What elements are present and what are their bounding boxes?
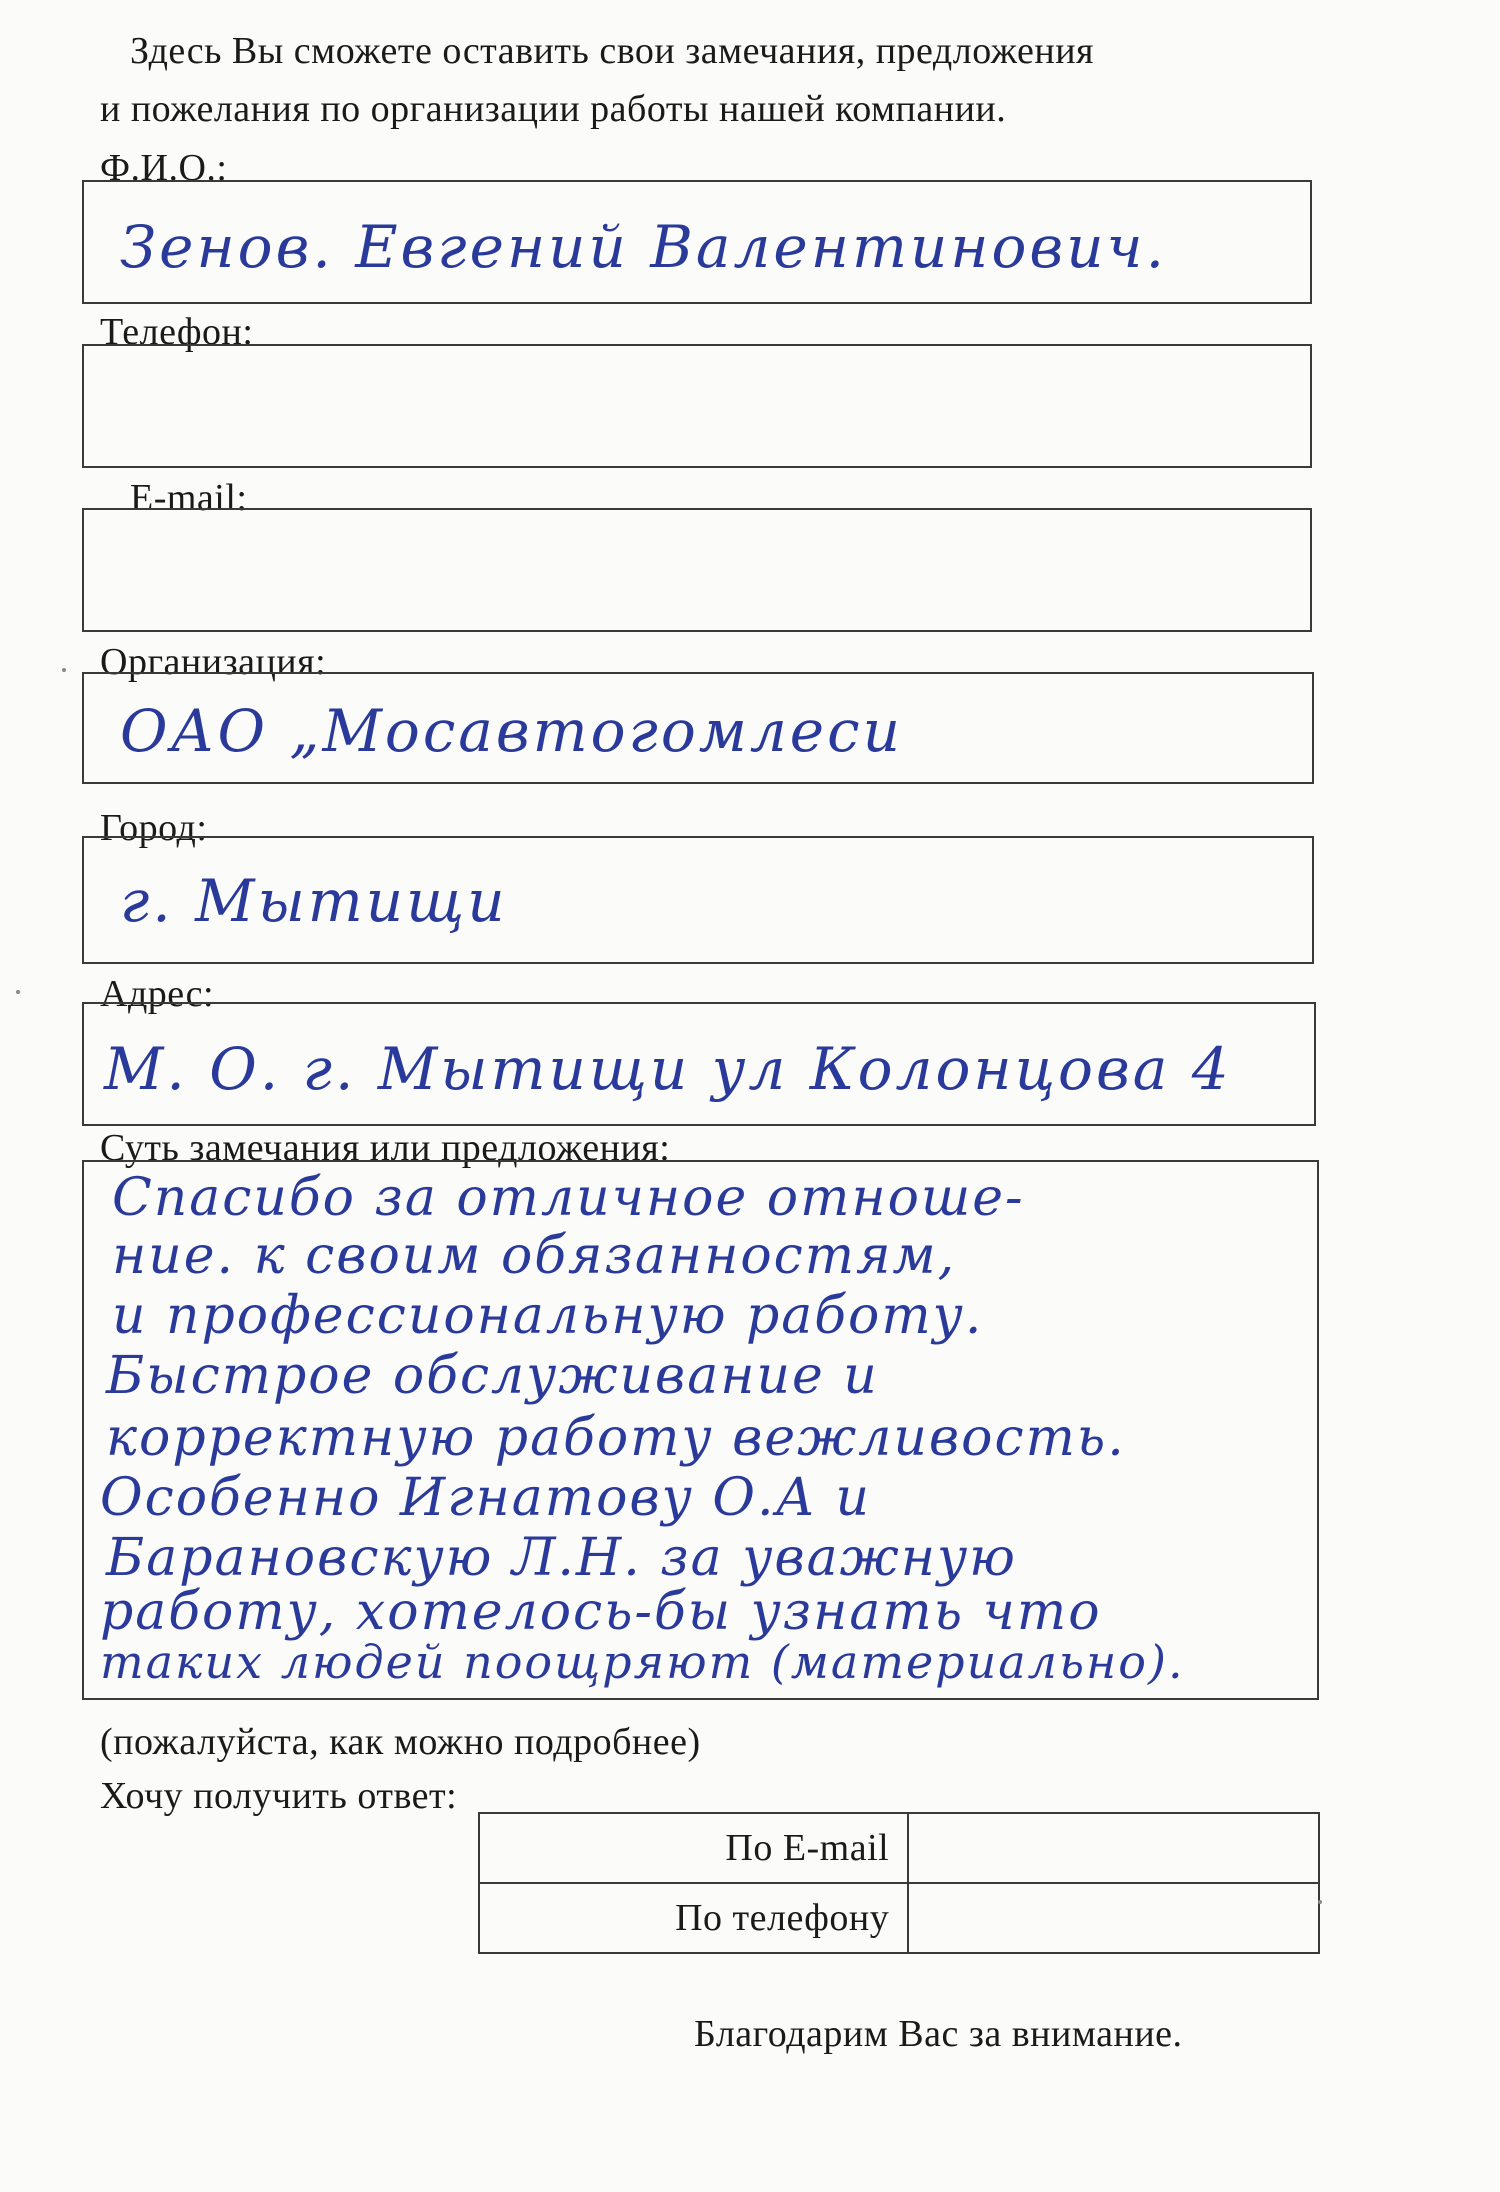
organization-label: Организация:: [100, 641, 327, 683]
intro-text: [100, 22, 1350, 138]
fio-value: Зенов. Евгений Валентинович.: [120, 213, 1168, 281]
address-label: Адрес:: [100, 973, 215, 1015]
thanks-text: Благодарим Вас за внимание.: [694, 2013, 1183, 2055]
comment-line: корректную работу вежливость.: [106, 1408, 1126, 1468]
city-value: г. Мытищи: [120, 867, 508, 935]
comment-line: Барановскую Л.Н. за уважную: [106, 1528, 1017, 1588]
phone-field[interactable]: [82, 344, 1312, 468]
city-label: Город:: [100, 807, 208, 849]
phone-label: Телефон:: [100, 311, 254, 353]
fio-field[interactable]: [82, 180, 1312, 304]
organization-value: ОАО „Мосавтогомлеси: [120, 697, 903, 765]
comment-line: работу, хотелось-бы узнать что: [100, 1582, 1102, 1642]
address-value: М. О. г. Мытищи ул Колонцова 4: [104, 1035, 1232, 1103]
comment-hint: (пожалуйста, как можно подробнее): [100, 1721, 701, 1763]
comment-line: Особенно Игнатову О.А и: [100, 1468, 871, 1528]
comment-line: Спасибо за отличное отноше-: [112, 1168, 1025, 1228]
reply-options-table: [478, 1812, 1320, 1954]
comment-line: и профессиональную работу.: [112, 1286, 984, 1346]
reply-option-email: [479, 1813, 1319, 1883]
comment-field[interactable]: [82, 1160, 1319, 1700]
address-field[interactable]: [82, 1002, 1316, 1126]
comment-line: ние. к своим обязанностям,: [112, 1226, 957, 1286]
fio-label: Ф.И.О.:: [100, 147, 228, 189]
intro-line-1: Здесь Вы сможете оставить свои замечания, предложения: [130, 30, 1095, 72]
scan-speck: [16, 990, 20, 994]
reply-option-phone-label: По телефону: [479, 1883, 908, 1953]
comment-label: Суть замечания или предложения:: [100, 1127, 671, 1169]
city-field[interactable]: [82, 836, 1314, 964]
email-field[interactable]: [82, 508, 1312, 632]
comment-line: таких людей поощряют (материально).: [100, 1635, 1185, 1689]
organization-field[interactable]: [82, 672, 1314, 784]
reply-option-phone-checkbox[interactable]: [908, 1883, 1319, 1953]
reply-option-email-checkbox[interactable]: [908, 1813, 1319, 1883]
reply-option-email-label: По E-mail: [479, 1813, 908, 1883]
email-label: E-mail:: [130, 477, 248, 519]
reply-option-phone: [479, 1883, 1319, 1953]
scan-speck: [62, 668, 66, 672]
intro-line-2: и пожелания по организации работы нашей компании.: [100, 88, 1007, 130]
reply-label: Хочу получить ответ:: [100, 1775, 458, 1817]
scan-speck: [1318, 1900, 1322, 1904]
comment-line: Быстрое обслуживание и: [106, 1346, 879, 1406]
